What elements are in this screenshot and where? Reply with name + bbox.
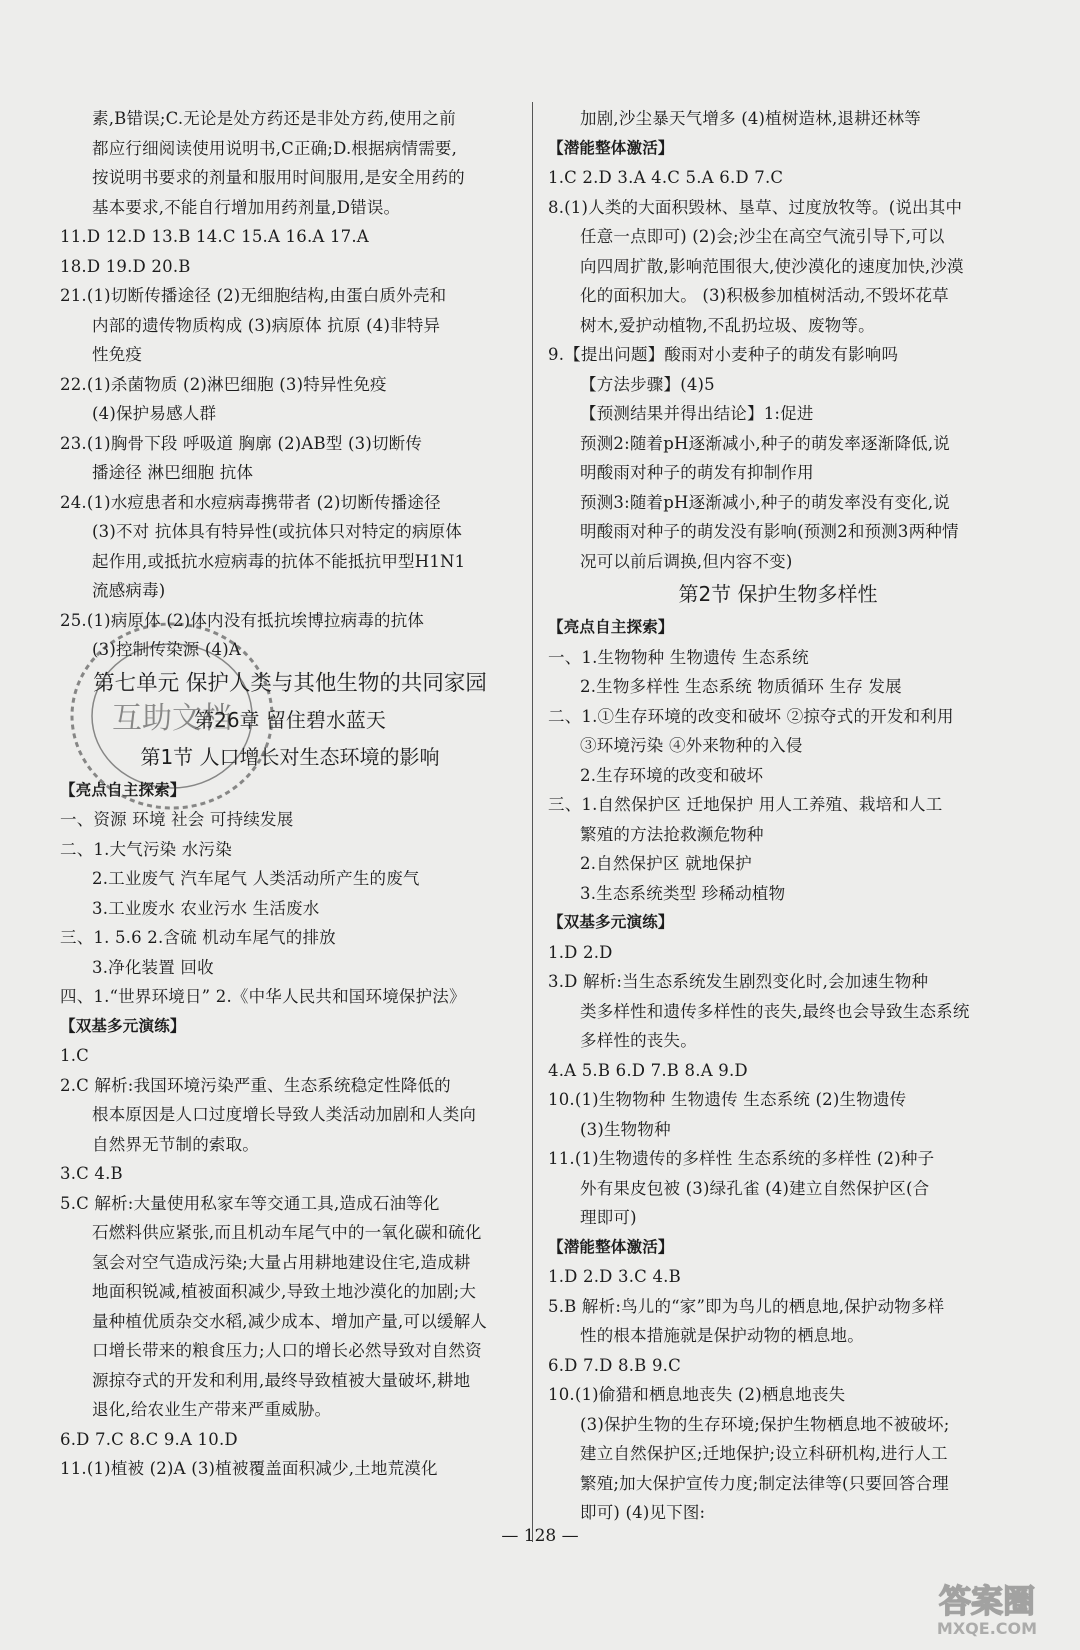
answer-line: 任意一点即可) (2)会;沙尘在高空气流引导下,可以 [580, 227, 945, 246]
left-column [60, 104, 520, 1484]
answer-line: 自然界无节制的索取。 [92, 1134, 259, 1154]
answer-line: 一、资源 环境 社会 可持续发展 [60, 810, 294, 829]
answer-line: 24.(1)水痘患者和水痘病毒携带者 (2)切断传播途径 [60, 492, 441, 512]
answer-line: 3.工业废水 农业污水 生活废水 [92, 898, 320, 918]
answer-line: 明酸雨对种子的萌发没有影响(预测2和预测3两种情 [580, 522, 959, 541]
answer-line: 四、1.“世界环境日” 2.《中华人民共和国环境保护法》 [60, 987, 466, 1006]
answer-line: 3.D 解析:当生态系统发生剧烈变化时,会加速生物种 [548, 972, 929, 991]
answer-line: 3.生态系统类型 珍稀动植物 [580, 883, 786, 903]
answer-line: 22.(1)杀菌物质 (2)淋巴细胞 (3)特异性免疫 [60, 374, 387, 394]
column-divider [532, 102, 533, 1542]
answer-line: 1.D 2.D 3.C 4.B [548, 1267, 681, 1286]
answer-line: (4)保护易感人群 [92, 404, 217, 423]
answer-line: 口增长带来的粮食压力;人口的增长必然导致对自然资 [92, 1341, 482, 1360]
answer-line: 性免疫 [92, 345, 143, 364]
answer-line: 10.(1)偷猎和栖息地丧失 (2)栖息地丧失 [548, 1385, 846, 1404]
watermark-url: MXQE.COM [936, 1619, 1038, 1638]
answer-line: (3)控制传染源 (4)A [92, 640, 242, 659]
answer-line: 21.(1)切断传播途径 (2)无细胞结构,由蛋白质外壳和 [60, 286, 447, 305]
answer-line: 8.(1)人类的大面积毁林、垦草、过度放牧等。(说出其中 [548, 197, 963, 217]
answer-line: 5.B 解析:鸟儿的“家”即为鸟儿的栖息地,保护动物多样 [548, 1296, 945, 1316]
answer-line: 25.(1)病原体 (2)体内没有抵抗埃博拉病毒的抗体 [60, 610, 425, 630]
answer-line: 地面积锐减,植被面积减少,导致土地沙漠化的加剧;大 [92, 1282, 477, 1301]
unit-heading: 第七单元 保护人类与其他生物的共同家园 [93, 670, 487, 696]
answer-line: 11.(1)植被 (2)A (3)植被覆盖面积减少,土地荒漠化 [60, 1459, 438, 1478]
answer-line: 三、1. 5.6 2.含硫 机动车尾气的排放 [60, 928, 336, 947]
answer-line: 向四周扩散,影响范围很大,使沙漠化的速度加快,沙漠 [580, 256, 964, 276]
answer-line: 流感病毒) [92, 581, 166, 600]
answer-line: 即可) (4)见下图: [580, 1503, 706, 1522]
answer-line: 根本原因是人口过度增长导致人类活动加剧和人类向 [92, 1105, 477, 1124]
answer-line: 9.【提出问题】酸雨对小麦种子的萌发有影响吗 [548, 345, 899, 364]
answer-line: 2.C 解析:我国环境污染严重、生态系统稳定性降低的 [60, 1075, 451, 1095]
answer-line: 退化,给农业生产带来严重威胁。 [92, 1400, 332, 1419]
answer-line: 二、1.①生存环境的改变和破坏 ②掠夺式的开发和利用 [548, 706, 954, 726]
subsection-label: 【亮点自主探索】 [60, 780, 186, 799]
answer-line: 况可以前后调换,但内容不变) [580, 551, 793, 571]
subsection-label: 【双基多元演练】 [60, 1016, 186, 1035]
answer-line: 18.D 19.D 20.B [60, 256, 191, 276]
answer-line: 建立自然保护区;迁地保护;设立科研机构,进行人工 [580, 1444, 948, 1463]
stamp-text: 互助文档 [112, 701, 232, 736]
answer-line: 11.(1)生物遗传的多样性 生态系统的多样性 (2)种子 [548, 1149, 935, 1168]
answer-line: (3)保护生物的生存环境;保护生物栖息地不被破坏; [580, 1414, 950, 1434]
answer-line: 3.净化装置 回收 [92, 957, 214, 977]
answer-line: 2.生存环境的改变和破坏 [580, 765, 764, 785]
answer-line: 3.C 4.B [60, 1164, 123, 1183]
answer-line: ③环境污染 ④外来物种的入侵 [580, 736, 803, 755]
answer-line: (3)生物物种 [580, 1119, 671, 1139]
answer-line: 2.工业废气 汽车尾气 人类活动所产生的废气 [92, 869, 420, 888]
answer-line: 二、1.大气污染 水污染 [60, 839, 232, 859]
answer-line: 性的根本措施就是保护动物的栖息地。 [580, 1326, 864, 1345]
answer-line: 按说明书要求的剂量和服用时间服用,是安全用药的 [92, 168, 465, 187]
section-heading: 第1节 人口增长对生态环境的影响 [140, 744, 440, 769]
subsection-label: 【亮点自主探索】 [548, 618, 674, 636]
answer-line: 理即可) [580, 1208, 637, 1227]
answer-line: 多样性的丧失。 [580, 1031, 697, 1050]
answer-line: 内部的遗传物质构成 (3)病原体 抗原 (4)非特异 [92, 315, 441, 335]
subsection-label: 【潜能整体激活】 [548, 138, 674, 157]
answer-line: 1.C 2.D 3.A 4.C 5.A 6.D 7.C [548, 168, 784, 187]
answer-line: 4.A 5.B 6.D 7.B 8.A 9.D [548, 1060, 748, 1080]
answer-line: 量种植优质杂交水稻,减少成本、增加产量,可以缓解人 [92, 1311, 487, 1331]
answer-line: 类多样性和遗传多样性的丧失,最终也会导致生态系统 [580, 1001, 970, 1021]
answer-line: 预测2:随着pH逐渐减小,种子的萌发率逐渐降低,说 [580, 433, 950, 453]
answer-line: 基本要求,不能自行增加用药剂量,D错误。 [92, 197, 401, 217]
answer-line: 5.C 解析:大量使用私家车等交通工具,造成石油等化 [60, 1193, 440, 1213]
section-heading: 第2节 保护生物多样性 [678, 582, 878, 606]
answer-line: 2.自然保护区 就地保护 [580, 854, 752, 873]
answer-line: 繁殖的方法抢救濒危物种 [580, 824, 764, 844]
answer-line: 外有果皮包被 (3)绿孔雀 (4)建立自然保护区(合 [580, 1178, 930, 1198]
answer-line: 【方法步骤】(4)5 [580, 374, 715, 394]
answer-line: 23.(1)胸骨下段 呼吸道 胸廓 (2)AB型 (3)切断传 [60, 433, 423, 453]
answer-line: 化的面积加大。 (3)积极参加植树活动,不毁坏花草 [580, 286, 949, 305]
right-column [548, 104, 1008, 1528]
answer-line: 加剧,沙尘暴天气增多 (4)植树造林,退耕还林等 [580, 109, 921, 128]
answer-line: 播途径 淋巴细胞 抗体 [92, 463, 254, 482]
answer-line: 起作用,或抵抗水痘病毒的抗体不能抵抗甲型H1N1 [92, 551, 466, 571]
answer-line: 都应行细阅读使用说明书,C正确;D.根据病情需要, [92, 138, 458, 158]
answer-line: 11.D 12.D 13.B 14.C 15.A 16.A 17.A [60, 227, 369, 246]
page-number: — 128 — [501, 1526, 579, 1546]
answer-line: 6.D 7.D 8.B 9.C [548, 1355, 681, 1375]
answer-line: 10.(1)生物物种 生物遗传 生态系统 (2)生物遗传 [548, 1090, 907, 1109]
watermark-text: 答案圈 [938, 1582, 1036, 1620]
subsection-label: 【双基多元演练】 [548, 913, 674, 931]
answer-line: 1.C [60, 1046, 89, 1065]
answer-line: 繁殖;加大保护宣传力度;制定法律等(只要回答合理 [580, 1473, 949, 1493]
answer-line: 预测3:随着pH逐渐减小,种子的萌发率没有变化,说 [580, 492, 950, 512]
answer-line: 素,B错误;C.无论是处方药还是非处方药,使用之前 [92, 109, 456, 128]
answer-line: 三、1.自然保护区 迁地保护 用人工养殖、栽培和人工 [548, 795, 943, 814]
answer-line: (3)不对 抗体具有特异性(或抗体只对特定的病原体 [92, 522, 463, 541]
subsection-label: 【潜能整体激活】 [548, 1237, 674, 1256]
answer-line: 6.D 7.C 8.C 9.A 10.D [60, 1429, 238, 1449]
answer-line: 2.生物多样性 生态系统 物质循环 生存 发展 [580, 677, 902, 696]
answer-line: 树木,爱护动植物,不乱扔垃圾、废物等。 [580, 315, 875, 335]
site-watermark [912, 1576, 1062, 1640]
answer-line: 一、1.生物物种 生物遗传 生态系统 [548, 647, 809, 667]
answer-line: 1.D 2.D [548, 942, 613, 962]
answer-line: 氢会对空气造成污染;大量占用耕地建设住宅,造成耕 [92, 1252, 471, 1272]
answer-line: 【预测结果并得出结论】1:促进 [580, 404, 814, 423]
section-heading: 第26章 留住碧水蓝天 [194, 707, 386, 732]
answer-line: 明酸雨对种子的萌发有抑制作用 [580, 463, 814, 482]
answer-line: 石燃料供应紧张,而且机动车尾气中的一氧化碳和硫化 [92, 1223, 482, 1242]
answer-line: 源掠夺式的开发和利用,最终导致植被大量破坏,耕地 [92, 1370, 471, 1390]
